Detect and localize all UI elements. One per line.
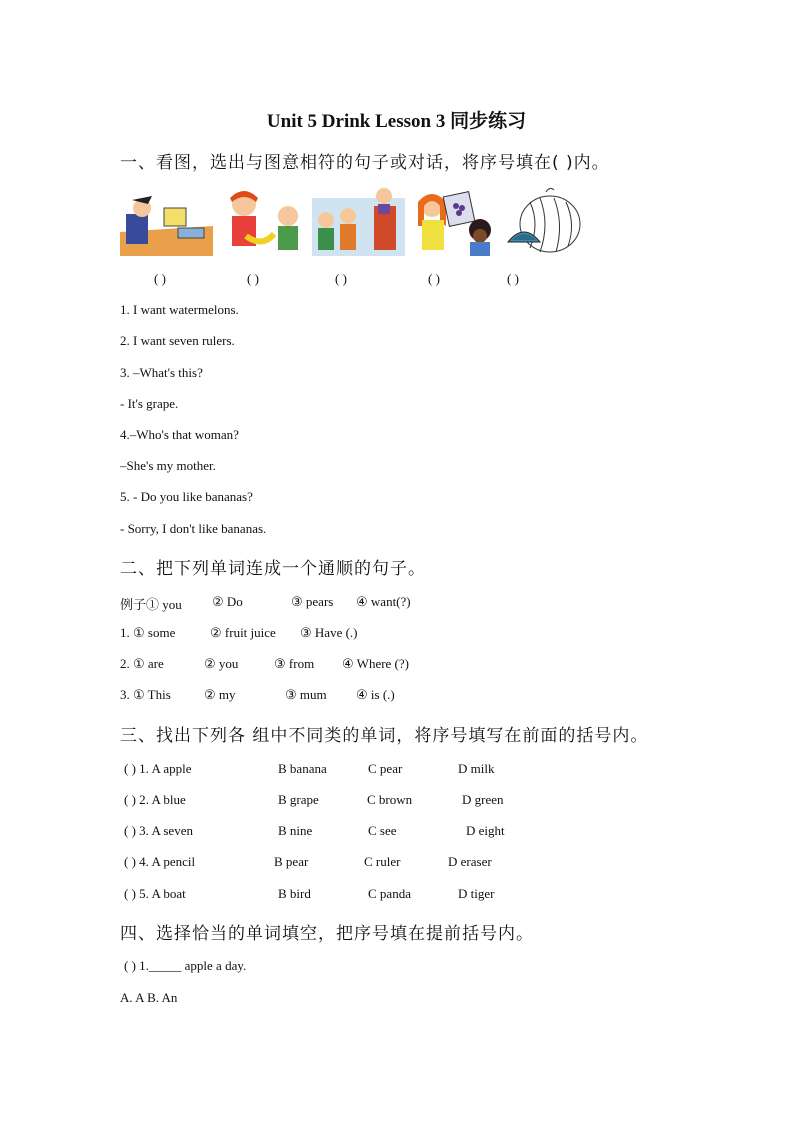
choice-cell: C pear (368, 761, 403, 776)
choice-cell: C see (368, 823, 397, 838)
page-title: Unit 5 Drink Lesson 3 同步练习 (266, 111, 527, 132)
odd-one-out-row (120, 854, 540, 872)
answer-blank-1[interactable]: ( ) (154, 271, 166, 286)
choice-cell: ( ) 4. A pencil (124, 854, 196, 869)
word-cell: ④ is (.) (356, 687, 395, 702)
word-cell: 2. ① are (120, 656, 164, 671)
word-cell: 1. ① some (120, 625, 176, 640)
choice-cell: B pear (274, 854, 309, 869)
choice-cell: C panda (368, 886, 411, 901)
sentence-line: 3. –What's this? (120, 365, 203, 380)
sentence-line: 5. - Do you like bananas? (120, 489, 253, 504)
sentence-line: - Sorry, I don't like bananas. (120, 521, 267, 536)
word-cell: ④ Where (?) (342, 656, 409, 671)
section-3-heading: 三、找出下列各 组中不同类的单词，将序号填写在前面的括号内。 (120, 726, 649, 746)
choice-cell: ( ) 1. A apple (124, 761, 192, 776)
sentence-line: 4.–Who's that woman? (120, 427, 239, 442)
odd-one-out-row (120, 823, 540, 841)
word-cell: ③ from (274, 656, 315, 671)
word-cell: ③ Have (.) (300, 625, 358, 640)
word-cell: ② Do (212, 594, 243, 609)
section-2-heading: 二、把下列单词连成一个通顺的句子。 (120, 559, 426, 579)
choice-cell: D eight (466, 823, 505, 838)
choice-cell: D milk (458, 761, 495, 776)
choice-cell: B bird (278, 886, 311, 901)
picture-watermelon-icon (506, 186, 584, 256)
sentence-line: –She's my mother. (120, 458, 216, 473)
picture-grapes-icon (410, 186, 498, 256)
odd-one-out-row (120, 886, 540, 904)
odd-one-out-row (120, 792, 540, 810)
choice-cell: C ruler (364, 854, 401, 869)
word-cell: ② fruit juice (210, 625, 276, 640)
sentence-line: 2. I want seven rulers. (120, 333, 235, 348)
word-cell: ② my (204, 687, 236, 702)
choice-cell: D green (462, 792, 504, 807)
choice-cell: ( ) 2. A blue (124, 792, 186, 807)
word-order-row (120, 656, 520, 674)
answer-blank-2[interactable]: ( ) (247, 271, 259, 286)
picture-office-icon (120, 186, 213, 256)
word-cell: ③ pears (291, 594, 334, 609)
choice-cell: ( ) 5. A boat (124, 886, 186, 901)
word-order-row (120, 687, 520, 705)
choice-cell: ( ) 3. A seven (124, 823, 193, 838)
sentence-line: 1. I want watermelons. (120, 302, 239, 317)
choice-cell: B nine (278, 823, 313, 838)
odd-one-out-row (120, 761, 540, 779)
word-cell: ③ mum (285, 687, 327, 702)
word-cell: ② you (204, 656, 239, 671)
picture-family-icon (312, 186, 405, 256)
choice-cell: B grape (278, 792, 319, 807)
answer-blank-5[interactable]: ( ) (507, 271, 519, 286)
choice-cell: B banana (278, 761, 327, 776)
word-cell: 例子① you (120, 597, 182, 612)
fill-blank-question: ( ) 1._____ apple a day. (124, 958, 247, 973)
word-cell: 3. ① This (120, 687, 171, 702)
section-1-heading: 一、看图，选出与图意相符的句子或对话，将序号填在( )内。 (120, 153, 610, 173)
choice-cell: C brown (367, 792, 413, 807)
answer-blank-4[interactable]: ( ) (428, 271, 440, 286)
word-order-row (120, 625, 520, 643)
word-cell: ④ want(?) (356, 594, 411, 609)
answer-blank-3[interactable]: ( ) (335, 271, 347, 286)
word-order-row (120, 594, 520, 612)
section-4-heading: 四、选择恰当的单词填空，把序号填在提前括号内。 (120, 924, 534, 944)
answer-options: A. A B. An (120, 990, 178, 1005)
sentence-line: - It's grape. (120, 396, 179, 411)
choice-cell: D eraser (448, 854, 492, 869)
choice-cell: D tiger (458, 886, 495, 901)
picture-bananas-icon (218, 186, 308, 256)
